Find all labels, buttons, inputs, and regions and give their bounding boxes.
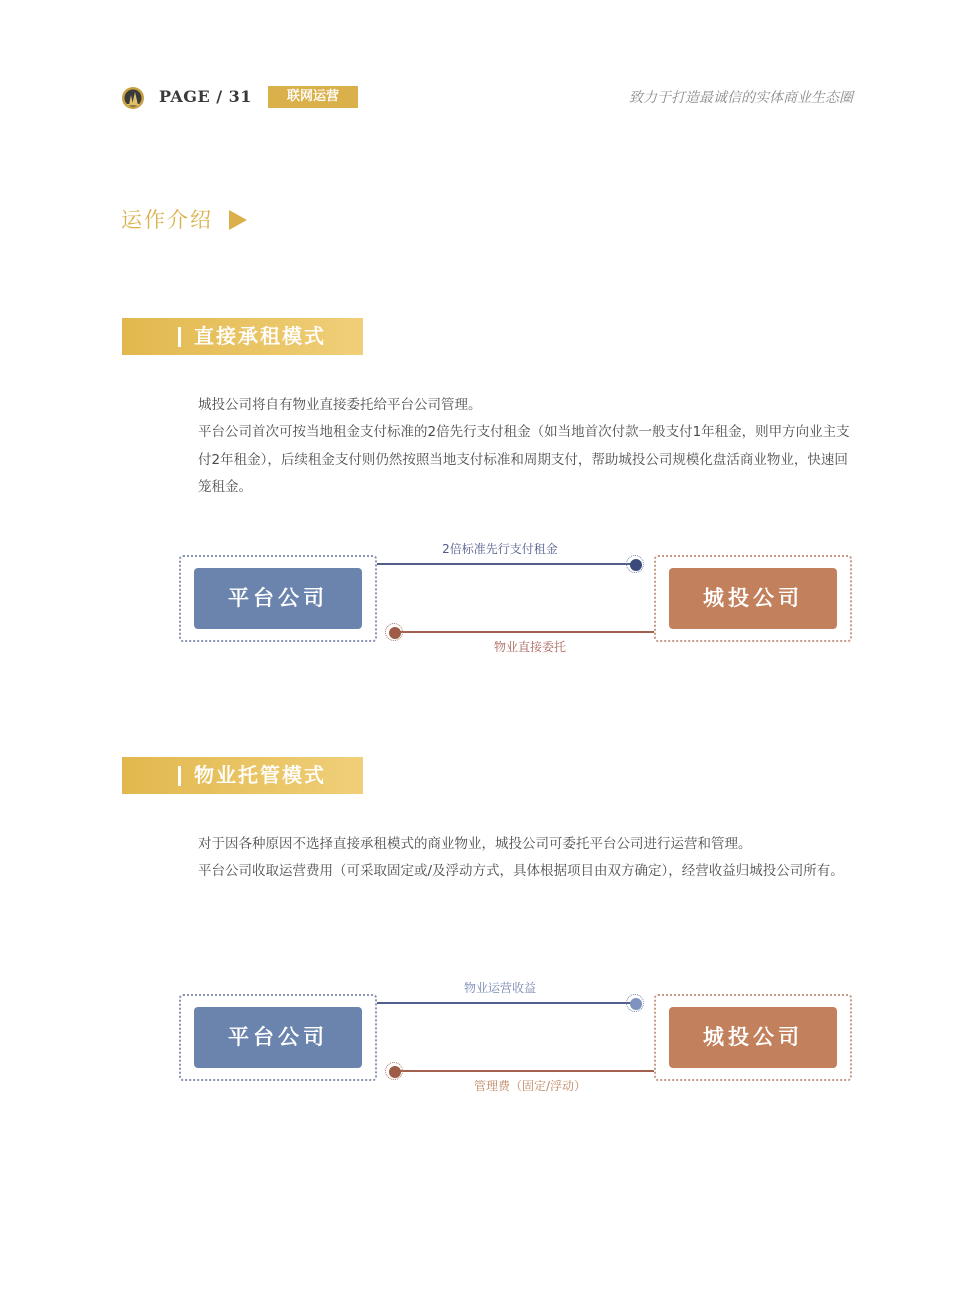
section-2-paragraph-1: 对于因各种原因不选择直接承租模式的商业物业，城投公司可委托平台公司进行运营和管理。 bbox=[198, 836, 752, 852]
connector-dot-top bbox=[626, 555, 644, 573]
connector-bottom bbox=[394, 1070, 654, 1072]
diagram-property-trust bbox=[0, 979, 959, 1119]
section-2-paragraph-2: 平台公司收取运营费用（可采取固定或/及浮动方式，具体根据项目由双方确定），经营收益归城投公司所有。 bbox=[198, 863, 844, 879]
header-slogan: 致力于打造最诚信的实体商业生态圈 bbox=[629, 90, 853, 106]
logo-icon bbox=[121, 86, 145, 110]
connector-top bbox=[377, 1002, 635, 1004]
section-heading-2 bbox=[122, 757, 363, 794]
city-investment-company-box: 城投公司 bbox=[669, 1007, 837, 1068]
diagram-bottom-label: 管理费（固定/浮动） bbox=[473, 1079, 587, 1093]
diagram-bottom-label: 物业直接委托 bbox=[493, 640, 566, 654]
connector-dot-bottom bbox=[385, 1062, 403, 1080]
connector-dot-bottom bbox=[385, 623, 403, 641]
diagram-direct-lease bbox=[0, 540, 959, 680]
section-heading-1 bbox=[122, 318, 363, 355]
triangle-right-icon bbox=[229, 210, 247, 230]
diagram-top-label: 物业运营收益 bbox=[463, 981, 536, 995]
platform-company-box: 平台公司 bbox=[194, 568, 362, 629]
connector-bottom bbox=[394, 631, 654, 633]
section-1-paragraph-2: 平台公司首次可按当地租金支付标准的2倍先行支付租金（如当地首次付款一般支付1年租金，则甲方向业主支付2年租金），后续租金支付则仍然按照当地支付标准和周期支付，帮助城投公司规模化盘活商业物业，快速回笼租金。 bbox=[198, 424, 850, 495]
connector-dot-top bbox=[626, 994, 644, 1012]
city-investment-company-box: 城投公司 bbox=[669, 568, 837, 629]
section-heading-text: 物业托管模式 bbox=[194, 763, 326, 787]
header-tag: 联网运营 bbox=[268, 86, 358, 108]
platform-company-box: 平台公司 bbox=[194, 1007, 362, 1068]
page-number: PAGE / 31 bbox=[159, 87, 252, 106]
heading-bar bbox=[178, 766, 181, 786]
diagram-top-label: 2倍标准先行支付租金 bbox=[442, 542, 558, 556]
connector-top bbox=[377, 563, 635, 565]
section-heading-text: 直接承租模式 bbox=[194, 324, 326, 348]
intro-title: 运作介绍 bbox=[121, 208, 213, 232]
section-1-paragraph-1: 城投公司将自有物业直接委托给平台公司管理。 bbox=[198, 397, 482, 413]
heading-bar bbox=[178, 327, 181, 347]
